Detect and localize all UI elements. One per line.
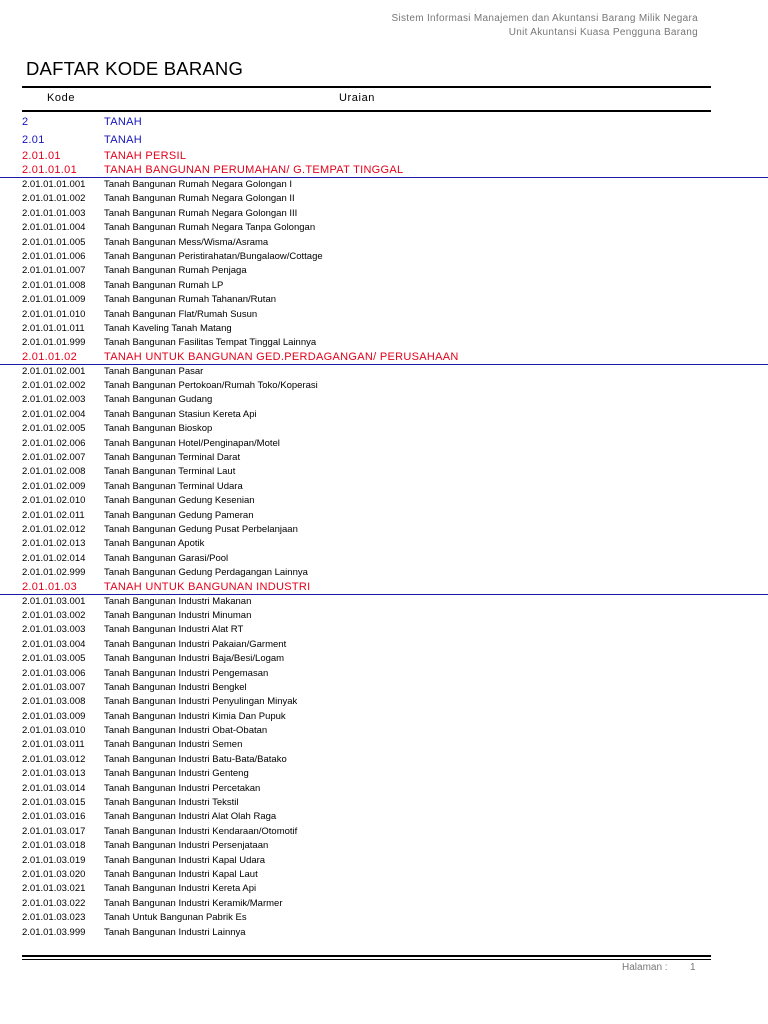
item-code: 2.01.01.01.005: [22, 236, 86, 248]
item-code: 2.01.01.03.017: [22, 825, 86, 837]
item-description: Tanah Bangunan Industri Kendaraan/Otomotif: [104, 825, 298, 837]
item-description: Tanah Bangunan Gedung Pusat Perbelanjaan: [104, 523, 298, 535]
table-row: [0, 810, 768, 824]
column-header-rule: [22, 110, 711, 112]
item-description: Tanah Bangunan Stasiun Kereta Api: [104, 408, 257, 420]
table-row: [0, 652, 768, 666]
item-description: TANAH: [104, 116, 142, 128]
item-description: Tanah Bangunan Industri Pengemasan: [104, 667, 269, 679]
column-header-kode: Kode: [47, 92, 76, 104]
table-row: [0, 623, 768, 637]
item-code: 2.01.01.03.022: [22, 897, 86, 909]
unit-name: Unit Akuntansi Kuasa Pengguna Barang: [508, 27, 698, 38]
item-code: 2.01.01.01: [22, 164, 77, 176]
system-name: Sistem Informasi Manajemen dan Akuntansi Barang Milik Negara: [391, 13, 698, 24]
table-row: [0, 552, 768, 566]
table-row: [0, 480, 768, 494]
category-row: [0, 132, 768, 148]
table-row: [0, 465, 768, 479]
item-description: Tanah Bangunan Industri Alat Olah Raga: [104, 811, 277, 823]
item-description: Tanah Bangunan Industri Penyulingan Minyak: [104, 696, 298, 708]
item-code: 2.01.01.02.014: [22, 552, 86, 564]
item-code: 2.01.01.01.999: [22, 337, 86, 349]
item-description: Tanah Bangunan Industri Keramik/Marmer: [104, 897, 283, 909]
table-row: [0, 595, 768, 609]
item-description: Tanah Bangunan Pasar: [104, 365, 204, 377]
page-number: 1: [690, 962, 696, 973]
table-row: [0, 437, 768, 451]
item-code: 2.01.01.02.007: [22, 452, 86, 464]
item-code: 2.01.01.02.011: [22, 509, 85, 521]
table-row: [0, 494, 768, 508]
item-code: 2.01.01.03.020: [22, 868, 86, 880]
item-code: 2.01.01.03.008: [22, 696, 86, 708]
item-description: Tanah Bangunan Rumah Negara Tanpa Golongan: [104, 222, 316, 234]
item-code: 2.01.01.03.009: [22, 710, 86, 722]
item-description: Tanah Bangunan Industri Pakaian/Garment: [104, 638, 287, 650]
code-list: [0, 113, 768, 940]
item-code: 2.01.01.02.006: [22, 437, 86, 449]
page-label: Halaman :: [622, 962, 668, 973]
column-header-uraian: Uraian: [339, 92, 376, 104]
table-row: [0, 379, 768, 393]
item-description: Tanah Bangunan Industri Baja/Besi/Logam: [104, 653, 285, 665]
item-code: 2.01.01: [22, 150, 61, 162]
item-code: 2.01.01.03.006: [22, 667, 86, 679]
item-description: Tanah Bangunan Pertokoan/Rumah Toko/Koperasi: [104, 380, 318, 392]
item-description: TANAH PERSIL: [104, 150, 187, 162]
footer-rule: [22, 955, 711, 957]
category-row: [0, 581, 768, 595]
item-description: Tanah Bangunan Hotel/Penginapan/Motel: [104, 437, 280, 449]
item-description: Tanah Bangunan Industri Kimia Dan Pupuk: [104, 710, 286, 722]
item-code: 2.01.01.03.019: [22, 854, 86, 866]
table-row: [0, 178, 768, 192]
table-row: [0, 408, 768, 422]
item-code: 2.01.01.01.001: [22, 179, 86, 190]
table-row: [0, 221, 768, 235]
item-description: Tanah Bangunan Gedung Perdagangan Lainnya: [104, 567, 308, 579]
item-description: Tanah Bangunan Rumah Penjaga: [104, 265, 247, 277]
item-description: Tanah Bangunan Industri Alat RT: [104, 624, 244, 636]
item-code: 2.01.01.01.008: [22, 279, 86, 291]
table-row: [0, 451, 768, 465]
item-description: Tanah Bangunan Fasilitas Tempat Tinggal Lainnya: [104, 337, 317, 349]
table-row: [0, 782, 768, 796]
item-code: 2.01.01.01.010: [22, 308, 86, 320]
item-description: Tanah Bangunan Industri Percetakan: [104, 782, 261, 794]
table-row: [0, 523, 768, 537]
table-row: [0, 695, 768, 709]
table-row: [0, 609, 768, 623]
item-description: Tanah Bangunan Industri Bengkel: [104, 681, 247, 693]
item-description: Tanah Bangunan Garasi/Pool: [104, 552, 229, 564]
item-description: Tanah Bangunan Rumah Tahanan/Rutan: [104, 294, 277, 306]
item-code: 2: [22, 116, 29, 128]
item-code: 2.01.01.01.007: [22, 265, 86, 277]
table-row: [0, 422, 768, 436]
item-code: 2.01.01.03.002: [22, 609, 86, 621]
item-code: 2.01.01.03.014: [22, 782, 86, 794]
item-description: Tanah Bangunan Gedung Kesenian: [104, 495, 255, 507]
item-description: Tanah Bangunan Industri Kereta Api: [104, 883, 257, 895]
item-code: 2.01.01.02.001: [22, 365, 86, 377]
item-code: 2.01.01.01.009: [22, 294, 86, 306]
item-description: Tanah Bangunan Rumah Negara Golongan III: [104, 207, 298, 219]
item-code: 2.01.01.01.004: [22, 222, 86, 234]
item-description: Tanah Bangunan Gudang: [104, 394, 213, 406]
table-row: [0, 393, 768, 407]
item-description: Tanah Bangunan Industri Makanan: [104, 595, 252, 607]
item-code: 2.01.01.01.003: [22, 207, 86, 219]
item-description: Tanah Bangunan Terminal Darat: [104, 452, 241, 464]
item-code: 2.01.01.02.010: [22, 495, 86, 507]
title-rule: [22, 86, 711, 88]
table-row: [0, 236, 768, 250]
item-code: 2.01.01.02.002: [22, 380, 86, 392]
item-description: TANAH: [104, 134, 142, 146]
item-code: 2.01.01.02.999: [22, 567, 86, 579]
item-code: 2.01.01.03.007: [22, 681, 86, 693]
item-description: Tanah Bangunan Industri Persenjataan: [104, 840, 269, 852]
item-code: 2.01.01.03.018: [22, 840, 86, 852]
item-description: Tanah Untuk Bangunan Pabrik Es: [104, 912, 247, 924]
item-description: TANAH UNTUK BANGUNAN GED.PERDAGANGAN/ PERUSAHAAN: [104, 350, 459, 363]
item-code: 2.01.01.03.023: [22, 912, 86, 924]
item-code: 2.01.01.03: [22, 580, 77, 593]
item-description: TANAH BANGUNAN PERUMAHAN/ G.TEMPAT TINGGAL: [104, 164, 404, 176]
page-title: DAFTAR KODE BARANG: [26, 58, 244, 79]
item-code: 2.01.01.01.006: [22, 250, 86, 262]
table-row: [0, 796, 768, 810]
category-row: [0, 113, 768, 132]
table-row: [0, 681, 768, 695]
item-code: 2.01.01.02: [22, 350, 77, 363]
item-description: TANAH UNTUK BANGUNAN INDUSTRI: [104, 580, 311, 593]
item-description: Tanah Bangunan Gedung Pameran: [104, 509, 254, 521]
item-code: 2.01.01.02.013: [22, 538, 86, 550]
item-code: 2.01.01.02.008: [22, 466, 86, 478]
item-code: 2.01.01.03.003: [22, 624, 86, 636]
item-description: Tanah Bangunan Industri Lainnya: [104, 926, 246, 938]
item-code: 2.01.01.03.004: [22, 638, 86, 650]
item-code: 2.01.01.03.021: [22, 883, 86, 895]
table-row: [0, 537, 768, 551]
table-row: [0, 738, 768, 752]
item-code: 2.01.01.02.009: [22, 480, 86, 492]
table-row: [0, 882, 768, 896]
table-row: [0, 926, 768, 940]
item-code: 2.01.01.03.011: [22, 739, 85, 751]
item-description: Tanah Bangunan Industri Batu-Bata/Batako: [104, 753, 287, 765]
item-description: Tanah Bangunan Peristirahatan/Bungalaow/Cottage: [104, 250, 323, 262]
item-description: Tanah Bangunan Bioskop: [104, 423, 213, 435]
item-code: 2.01.01.02.004: [22, 408, 86, 420]
item-code: 2.01.01.03.013: [22, 768, 86, 780]
table-row: [0, 854, 768, 868]
item-description: Tanah Bangunan Industri Genteng: [104, 768, 249, 780]
item-description: Tanah Bangunan Industri Minuman: [104, 609, 252, 621]
item-description: Tanah Bangunan Industri Semen: [104, 739, 243, 751]
table-row: [0, 279, 768, 293]
table-row: [0, 638, 768, 652]
item-description: Tanah Bangunan Flat/Rumah Susun: [104, 308, 258, 320]
table-row: [0, 509, 768, 523]
report-header: [392, 12, 698, 40]
item-description: Tanah Bangunan Industri Kapal Udara: [104, 854, 266, 866]
table-row: [0, 365, 768, 379]
category-row: [0, 164, 768, 178]
footer-rule-thin: [22, 959, 711, 960]
item-code: 2.01.01.02.003: [22, 394, 86, 406]
table-row: [0, 868, 768, 882]
category-row: [0, 351, 768, 365]
item-description: Tanah Bangunan Industri Obat-Obatan: [104, 725, 268, 737]
item-description: Tanah Bangunan Mess/Wisma/Asrama: [104, 236, 269, 248]
item-code: 2.01.01.03.016: [22, 811, 86, 823]
table-row: [0, 667, 768, 681]
item-code: 2.01.01.01.002: [22, 193, 86, 205]
table-row: [0, 825, 768, 839]
item-code: 2.01: [22, 134, 45, 146]
item-description: Tanah Bangunan Terminal Udara: [104, 480, 243, 492]
table-row: [0, 839, 768, 853]
item-code: 2.01.01.03.012: [22, 753, 86, 765]
item-description: Tanah Bangunan Industri Kapal Laut: [104, 868, 258, 880]
item-description: Tanah Bangunan Apotik: [104, 538, 205, 550]
table-row: [0, 322, 768, 336]
table-row: [0, 724, 768, 738]
item-code: 2.01.01.01.011: [22, 322, 85, 334]
item-description: Tanah Kaveling Tanah Matang: [104, 322, 232, 334]
item-code: 2.01.01.03.005: [22, 653, 86, 665]
item-code: 2.01.01.02.012: [22, 523, 86, 535]
item-code: 2.01.01.03.001: [22, 595, 86, 607]
item-code: 2.01.01.03.999: [22, 926, 86, 938]
table-row: [0, 897, 768, 911]
item-description: Tanah Bangunan Rumah Negara Golongan II: [104, 193, 295, 205]
item-description: Tanah Bangunan Terminal Laut: [104, 466, 236, 478]
table-row: [0, 293, 768, 307]
table-row: [0, 767, 768, 781]
item-description: Tanah Bangunan Industri Tekstil: [104, 797, 239, 809]
table-row: [0, 911, 768, 925]
table-row: [0, 250, 768, 264]
item-code: 2.01.01.02.005: [22, 423, 86, 435]
item-description: Tanah Bangunan Rumah Negara Golongan I: [104, 179, 293, 190]
item-description: Tanah Bangunan Rumah LP: [104, 279, 224, 291]
table-row: [0, 308, 768, 322]
table-row: [0, 753, 768, 767]
item-code: 2.01.01.03.015: [22, 797, 86, 809]
table-row: [0, 207, 768, 221]
table-row: [0, 264, 768, 278]
table-row: [0, 710, 768, 724]
table-row: [0, 192, 768, 206]
item-code: 2.01.01.03.010: [22, 725, 86, 737]
